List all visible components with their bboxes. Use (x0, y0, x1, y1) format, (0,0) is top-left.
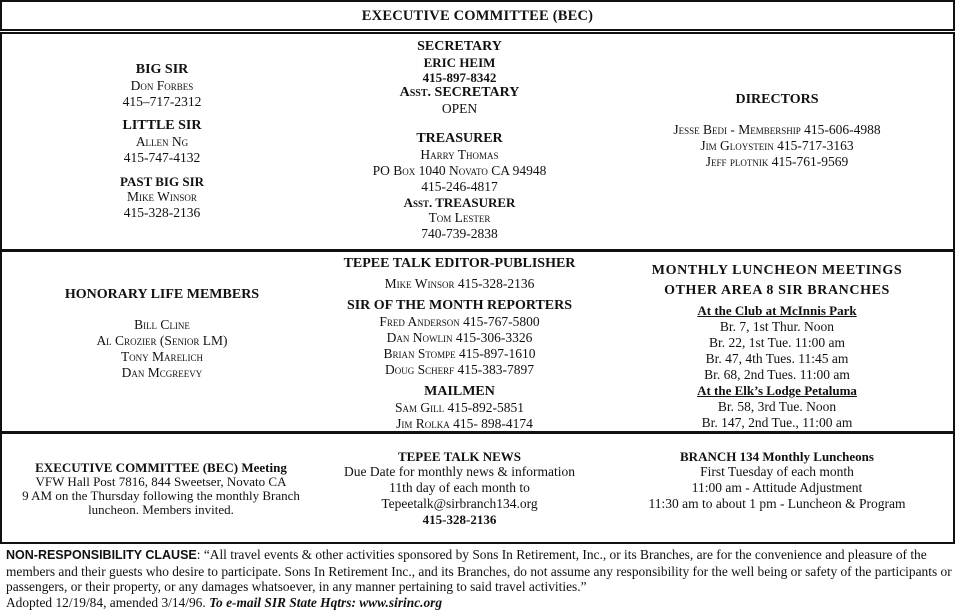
members-section (0, 250, 955, 433)
clause-text: : “All travel events & other activities sponsored by Sons In Retirement, Inc., or its Branches, are for the convenience and pleasure of the members and their guests who desire to participate. Sons In Retirement Inc., and its Branches, do not assume any responsibility for the well being or safety of the participants or passengers, or their property, or any damages whatsoever, in any manner pertaining to said travel activities.” (6, 547, 952, 594)
branch-schedule: Br. 22, 1st Tue. 11:00 am (708, 335, 846, 350)
director-item: Jesse Bedi - Membership 415-606-4988 (673, 122, 881, 137)
branch-luncheons-column (632, 449, 922, 512)
directors-title: DIRECTORS (735, 92, 819, 107)
bec-meeting-title: EXECUTIVE COMMITTEE (BEC) Meeting (35, 460, 287, 475)
branch-schedule: Br. 7, 1st Thur. Noon (719, 319, 835, 334)
reporter-item: Brian Stompe 415-897-1610 (383, 346, 536, 361)
past-big-sir-phone: 415-328-2136 (123, 205, 201, 220)
officers-section (0, 32, 955, 251)
venue-elks-lodge: At the Elk’s Lodge Petaluma (697, 383, 857, 398)
mailman-item: Jim Rolka 415- 898-4174 (396, 416, 533, 431)
meetings-section (0, 432, 955, 544)
director-item: Jeff plotnik 415-761-9569 (705, 154, 849, 169)
officers-middle-column (332, 39, 587, 242)
treasurer-title: TREASURER (416, 131, 503, 146)
branch-schedule: Br. 58, 3rd Tue. Noon (717, 399, 837, 414)
bec-meeting-column (6, 460, 316, 517)
page-header: EXECUTIVE COMMITTEE (BEC) (0, 0, 955, 31)
big-sir-name: Don Forbes (130, 78, 194, 93)
officers-right-column (632, 92, 922, 170)
reporter-item: Doug Scherf 415-383-7897 (384, 362, 534, 377)
luncheons-title-line2: OTHER AREA 8 SIR BRANCHES (664, 283, 890, 298)
bec-meeting-line: 9 AM on the Thursday following the monthly Branch (22, 488, 300, 503)
asst-secretary-name: OPEN (441, 101, 478, 116)
branch-schedule: Br. 47, 4th Tues. 11:45 am (705, 351, 849, 366)
officers-left-column (62, 62, 262, 221)
secretary-title: SECRETARY (417, 39, 502, 54)
editor-name: Mike Winsor 415-328-2136 (384, 276, 535, 291)
secretary-name: ERIC HEIM (423, 55, 496, 70)
secretary-phone: 415-897-8342 (422, 70, 497, 85)
honorary-member: Al Crozier (Senior LM) (96, 333, 228, 348)
honorary-member: Bill Cline (134, 317, 190, 332)
honorary-title: HONORARY LIFE MEMBERS (64, 287, 260, 302)
honorary-column (32, 287, 292, 381)
luncheons-column (632, 263, 922, 431)
director-item: Jim Gloystein 415-717-3163 (700, 138, 854, 153)
past-big-sir-name: Mike Winsor (127, 189, 197, 204)
news-title: TEPEE TALK NEWS (397, 449, 522, 464)
branch-luncheons-title: BRANCH 134 Monthly Luncheons (680, 449, 874, 464)
reporters-title: SIR OF THE MONTH REPORTERS (346, 298, 573, 313)
little-sir-name: Allen Ng (135, 134, 189, 149)
bec-meeting-line: VFW Hall Post 7816, 844 Sweetser, Novato CA (35, 474, 287, 489)
branch-luncheons-line: 11:00 am - Attitude Adjustment (691, 480, 863, 495)
news-email-link[interactable]: Tepeetalk@sirbranch134.org (381, 496, 538, 511)
honorary-member: Dan Mcgreevy (121, 365, 203, 380)
reporter-item: Dan Nowlin 415-306-3326 (386, 330, 533, 345)
news-line: Due Date for monthly news & information (344, 464, 575, 479)
asst-secretary-title: Asst. SECRETARY (399, 85, 520, 100)
news-column (317, 449, 602, 527)
venue-mcinnis: At the Club at McInnis Park (697, 303, 857, 318)
little-sir-title: LITTLE SIR (122, 118, 202, 133)
past-big-sir-title: PAST BIG SIR (119, 174, 205, 189)
luncheons-title-line1: MONTHLY LUNCHEON MEETINGS (651, 263, 903, 278)
branch-schedule: Br. 68, 2nd Tues. 11:00 am (704, 367, 850, 382)
publications-column (317, 256, 602, 432)
asst-treasurer-name: Tom Lester (428, 210, 491, 225)
branch-schedule: Br. 147, 2nd Tue., 11:00 am (701, 415, 853, 430)
adopted-note: Adopted 12/19/84, amended 3/14/96. (6, 594, 206, 610)
reporter-item: Fred Anderson 415-767-5800 (379, 314, 540, 329)
sir-website-link[interactable]: To e-mail SIR State Hqtrs: www.sirinc.org (209, 594, 443, 610)
news-phone: 415-328-2136 (422, 512, 497, 527)
branch-luncheons-line: 11:30 am to about 1 pm - Luncheon & Program (648, 496, 906, 511)
asst-treasurer-phone: 740-739-2838 (421, 226, 498, 241)
treasurer-phone: 415-246-4817 (421, 179, 498, 194)
little-sir-phone: 415-747-4132 (123, 150, 201, 165)
treasurer-name: Harry Thomas (420, 147, 499, 162)
mailmen-title: MAILMEN (424, 384, 495, 399)
honorary-member: Tony Marelich (120, 349, 204, 364)
big-sir-title: BIG SIR (135, 62, 189, 77)
treasurer-address: PO Box 1040 Novato CA 94948 (372, 163, 547, 178)
mailman-item: Sam Gill 415-892-5851 (395, 400, 524, 415)
editor-title: TEPEE TALK EDITOR-PUBLISHER (343, 256, 576, 271)
bec-meeting-line: luncheon. Members invited. (88, 502, 234, 517)
non-responsibility-clause (6, 547, 952, 610)
big-sir-phone: 415–717-2312 (122, 94, 202, 109)
branch-luncheons-line: First Tuesday of each month (700, 464, 854, 479)
asst-treasurer-title: Asst. TREASURER (403, 195, 516, 210)
news-line: 11th day of each month to (389, 480, 530, 495)
clause-label: NON-RESPONSIBILITY CLAUSE (6, 548, 197, 562)
